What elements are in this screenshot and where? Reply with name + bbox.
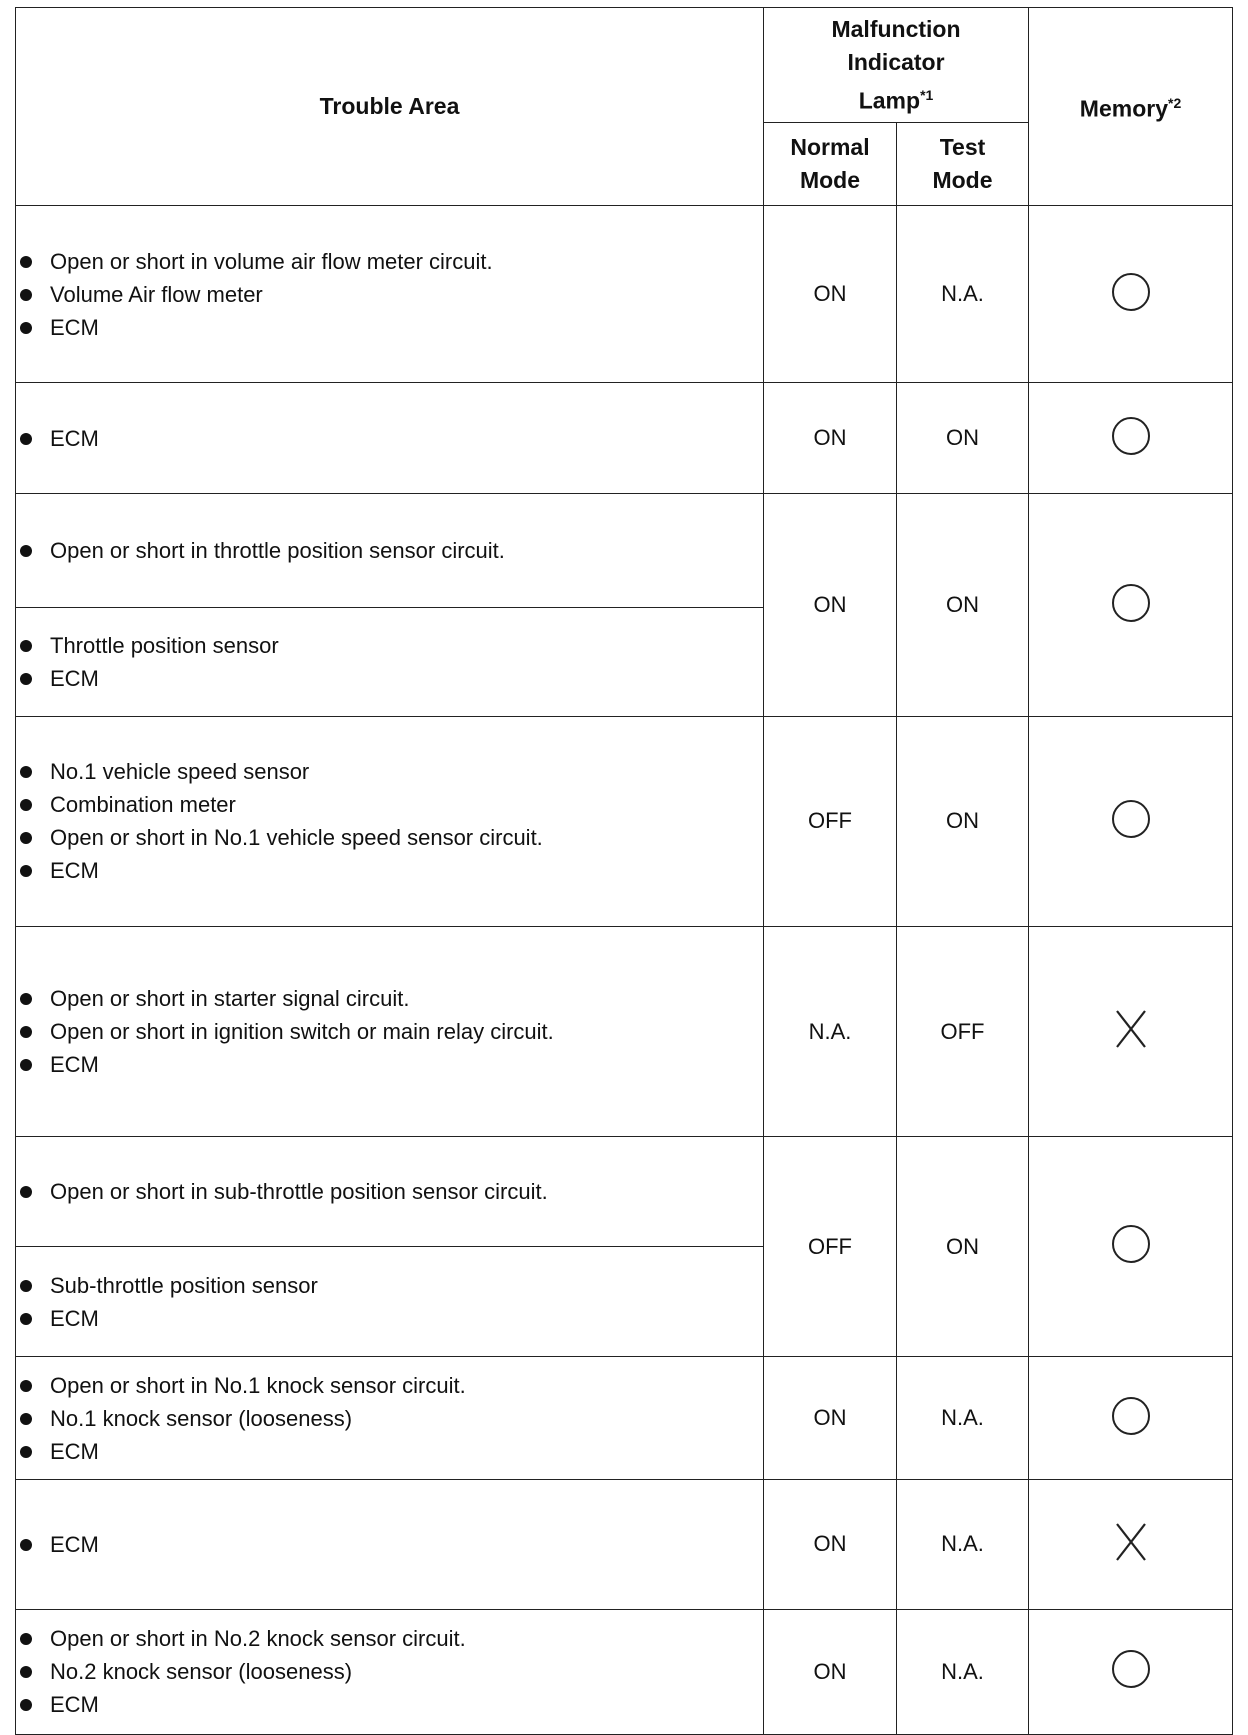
trouble-area-item: Open or short in volume air flow meter circuit. [16,245,763,278]
test-mode-cell: OFF [897,926,1029,1136]
circle-icon [1112,584,1150,622]
normal-mode-cell: ON [764,383,897,494]
circle-icon [1112,417,1150,455]
trouble-area-cell [16,1479,764,1609]
normal-mode-cell: ON [764,1357,897,1479]
normal-mode-cell: ON [764,494,897,716]
trouble-area-item: Open or short in No.1 knock sensor circuit. [16,1369,763,1402]
trouble-area-item: No.1 vehicle speed sensor [16,755,763,788]
memory-cell [1029,1479,1233,1609]
header-trouble-area: Trouble Area [16,8,764,206]
cross-icon [1114,1009,1148,1049]
header-mil-line3: Lamp [858,87,921,114]
header-memory-note: *2 [1168,95,1182,112]
trouble-area-list [16,422,763,455]
circle-icon [1112,1650,1150,1688]
normal-mode-cell: ON [764,1609,897,1734]
trouble-area-item: Open or short in starter signal circuit. [16,982,763,1015]
header-normal-line1: Normal [790,134,870,160]
trouble-area-item: Sub-throttle position sensor [16,1269,763,1302]
trouble-area-cell [16,926,764,1136]
memory-cell [1029,926,1233,1136]
cross-icon [1114,1522,1148,1562]
circle-icon [1112,273,1150,311]
trouble-area-cell [16,607,764,716]
normal-mode-cell: OFF [764,716,897,926]
header-mil-line1: Malfunction [831,15,961,42]
trouble-area-cell [16,1137,764,1247]
trouble-area-list [16,1622,763,1721]
trouble-area-item: ECM [16,311,763,344]
trouble-area-item: Throttle position sensor [16,629,763,662]
header-test-mode [897,123,1029,206]
memory-cell [1029,1609,1233,1734]
trouble-area-item: Open or short in No.2 knock sensor circuit. [16,1622,763,1655]
trouble-area-list [16,534,763,567]
test-mode-cell: N.A. [897,206,1029,383]
header-malfunction-indicator-lamp [764,8,1029,123]
trouble-area-item: ECM [16,1688,763,1721]
normal-mode-cell: OFF [764,1137,897,1357]
test-mode-cell: ON [897,383,1029,494]
trouble-table [15,7,1233,1735]
trouble-area-item: No.1 knock sensor (looseness) [16,1402,763,1435]
circle-icon [1112,1225,1150,1263]
trouble-area-cell [16,716,764,926]
header-test-line1: Test [939,134,986,160]
test-mode-cell: N.A. [897,1357,1029,1479]
test-mode-cell: ON [897,494,1029,716]
table-row [16,1137,1233,1247]
trouble-area-item: ECM [16,422,763,455]
header-mil-note: *1 [920,86,934,103]
trouble-area-item: Open or short in throttle position sensor circuit. [16,534,763,567]
trouble-area-item: Open or short in No.1 vehicle speed sensor circuit. [16,821,763,854]
table-row [16,494,1233,607]
normal-mode-cell: N.A. [764,926,897,1136]
trouble-area-list [16,245,763,344]
trouble-area-cell [16,1247,764,1357]
table-row [16,383,1233,494]
test-mode-cell: ON [897,716,1029,926]
trouble-area-item: Combination meter [16,788,763,821]
trouble-area-list [16,629,763,695]
trouble-area-item: Open or short in ignition switch or main relay circuit. [16,1015,763,1048]
trouble-area-item: ECM [16,1435,763,1468]
table-row [16,1609,1233,1734]
trouble-area-item: ECM [16,1302,763,1335]
circle-icon [1112,800,1150,838]
trouble-area-item: Open or short in sub-throttle position sensor circuit. [16,1175,763,1208]
trouble-area-item: No.2 knock sensor (looseness) [16,1655,763,1688]
trouble-area-list [16,1175,763,1208]
header-normal-line2: Mode [799,167,861,193]
trouble-area-item: ECM [16,1528,763,1561]
trouble-area-cell [16,206,764,383]
memory-cell [1029,1357,1233,1479]
header-memory-label: Memory [1079,95,1168,122]
normal-mode-cell: ON [764,206,897,383]
trouble-area-cell [16,1357,764,1479]
trouble-area-item: ECM [16,1048,763,1081]
table-row [16,716,1233,926]
trouble-area-item: ECM [16,854,763,887]
trouble-area-item: ECM [16,662,763,695]
normal-mode-cell: ON [764,1479,897,1609]
trouble-area-item: Volume Air flow meter [16,278,763,311]
test-mode-cell: N.A. [897,1609,1029,1734]
test-mode-cell: N.A. [897,1479,1029,1609]
memory-cell [1029,1137,1233,1357]
header-normal-mode [764,123,897,206]
header-test-line2: Mode [932,167,993,193]
circle-icon [1112,1397,1150,1435]
trouble-area-list [16,1528,763,1561]
table-body [16,206,1233,1735]
table-row [16,926,1233,1136]
trouble-area-list [16,1269,763,1335]
header-mil-line2: Indicator [847,48,945,75]
trouble-area-list [16,1369,763,1468]
trouble-area-cell [16,383,764,494]
table-row [16,206,1233,383]
trouble-area-cell [16,1609,764,1734]
trouble-area-list [16,982,763,1081]
table-row [16,1479,1233,1609]
table-row [16,1357,1233,1479]
test-mode-cell: ON [897,1137,1029,1357]
trouble-area-cell [16,494,764,607]
memory-cell [1029,494,1233,716]
memory-cell [1029,716,1233,926]
memory-cell [1029,206,1233,383]
trouble-area-list [16,755,763,887]
header-memory [1029,8,1233,206]
memory-cell [1029,383,1233,494]
